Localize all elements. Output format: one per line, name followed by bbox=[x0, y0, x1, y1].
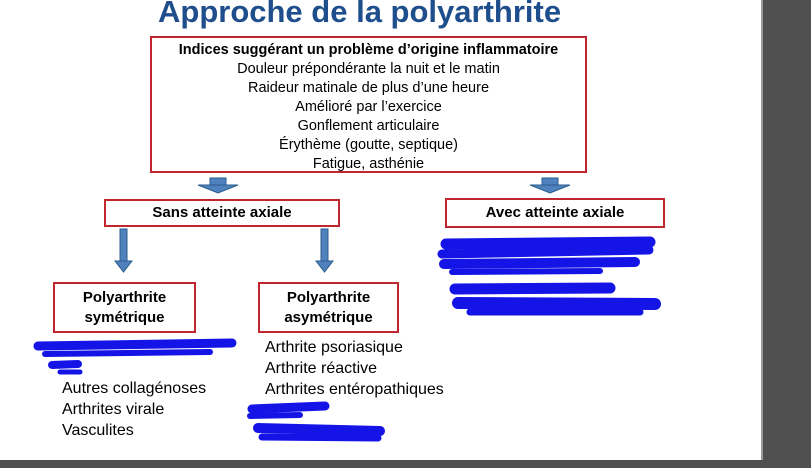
redaction-scribble bbox=[38, 343, 232, 372]
sign-item: Raideur matinale de plus d’une heure bbox=[247, 80, 490, 96]
slide-title: Approche de la polyarthrite bbox=[158, 0, 562, 29]
sym-label-line2: symétrique bbox=[84, 309, 165, 326]
down-arrow-icon bbox=[198, 178, 238, 193]
sign-item: Érythème (goutte, septique) bbox=[279, 137, 458, 153]
down-arrow-icon bbox=[115, 229, 132, 272]
redaction-scribble bbox=[250, 406, 380, 438]
sans-atteinte-axiale-box: Sans atteinte axiale bbox=[104, 199, 340, 227]
sign-item: Gonflement articulaire bbox=[297, 118, 440, 134]
asym-label-line2: asymétrique bbox=[284, 309, 373, 326]
list-item: Arthrite psoriasique bbox=[265, 339, 403, 356]
sign-item: Douleur prépondérante la nuit et le matin bbox=[237, 61, 500, 77]
sym-label-line1: Polyarthrite bbox=[82, 289, 167, 306]
redaction-scribble bbox=[442, 242, 655, 312]
sign-item: Fatigue, asthénie bbox=[312, 156, 425, 172]
sign-item: Amélioré par l’exercice bbox=[295, 99, 442, 115]
asym-label-line1: Polyarthrite bbox=[286, 289, 371, 306]
avec-atteinte-axiale-box: Avec atteinte axiale bbox=[445, 198, 665, 228]
list-item: Arthrite réactive bbox=[265, 360, 378, 377]
inflammatory-signs-heading: Indices suggérant un problème d’origine inflammatoire bbox=[178, 42, 559, 58]
down-arrow-icon bbox=[530, 178, 570, 193]
list-item: Arthrites virale bbox=[62, 401, 165, 418]
list-item: Vasculites bbox=[62, 422, 134, 439]
down-arrow-icon bbox=[316, 229, 333, 272]
list-item: Autres collagénoses bbox=[62, 380, 207, 397]
list-item: Arthrites entéropathiques bbox=[265, 381, 444, 398]
